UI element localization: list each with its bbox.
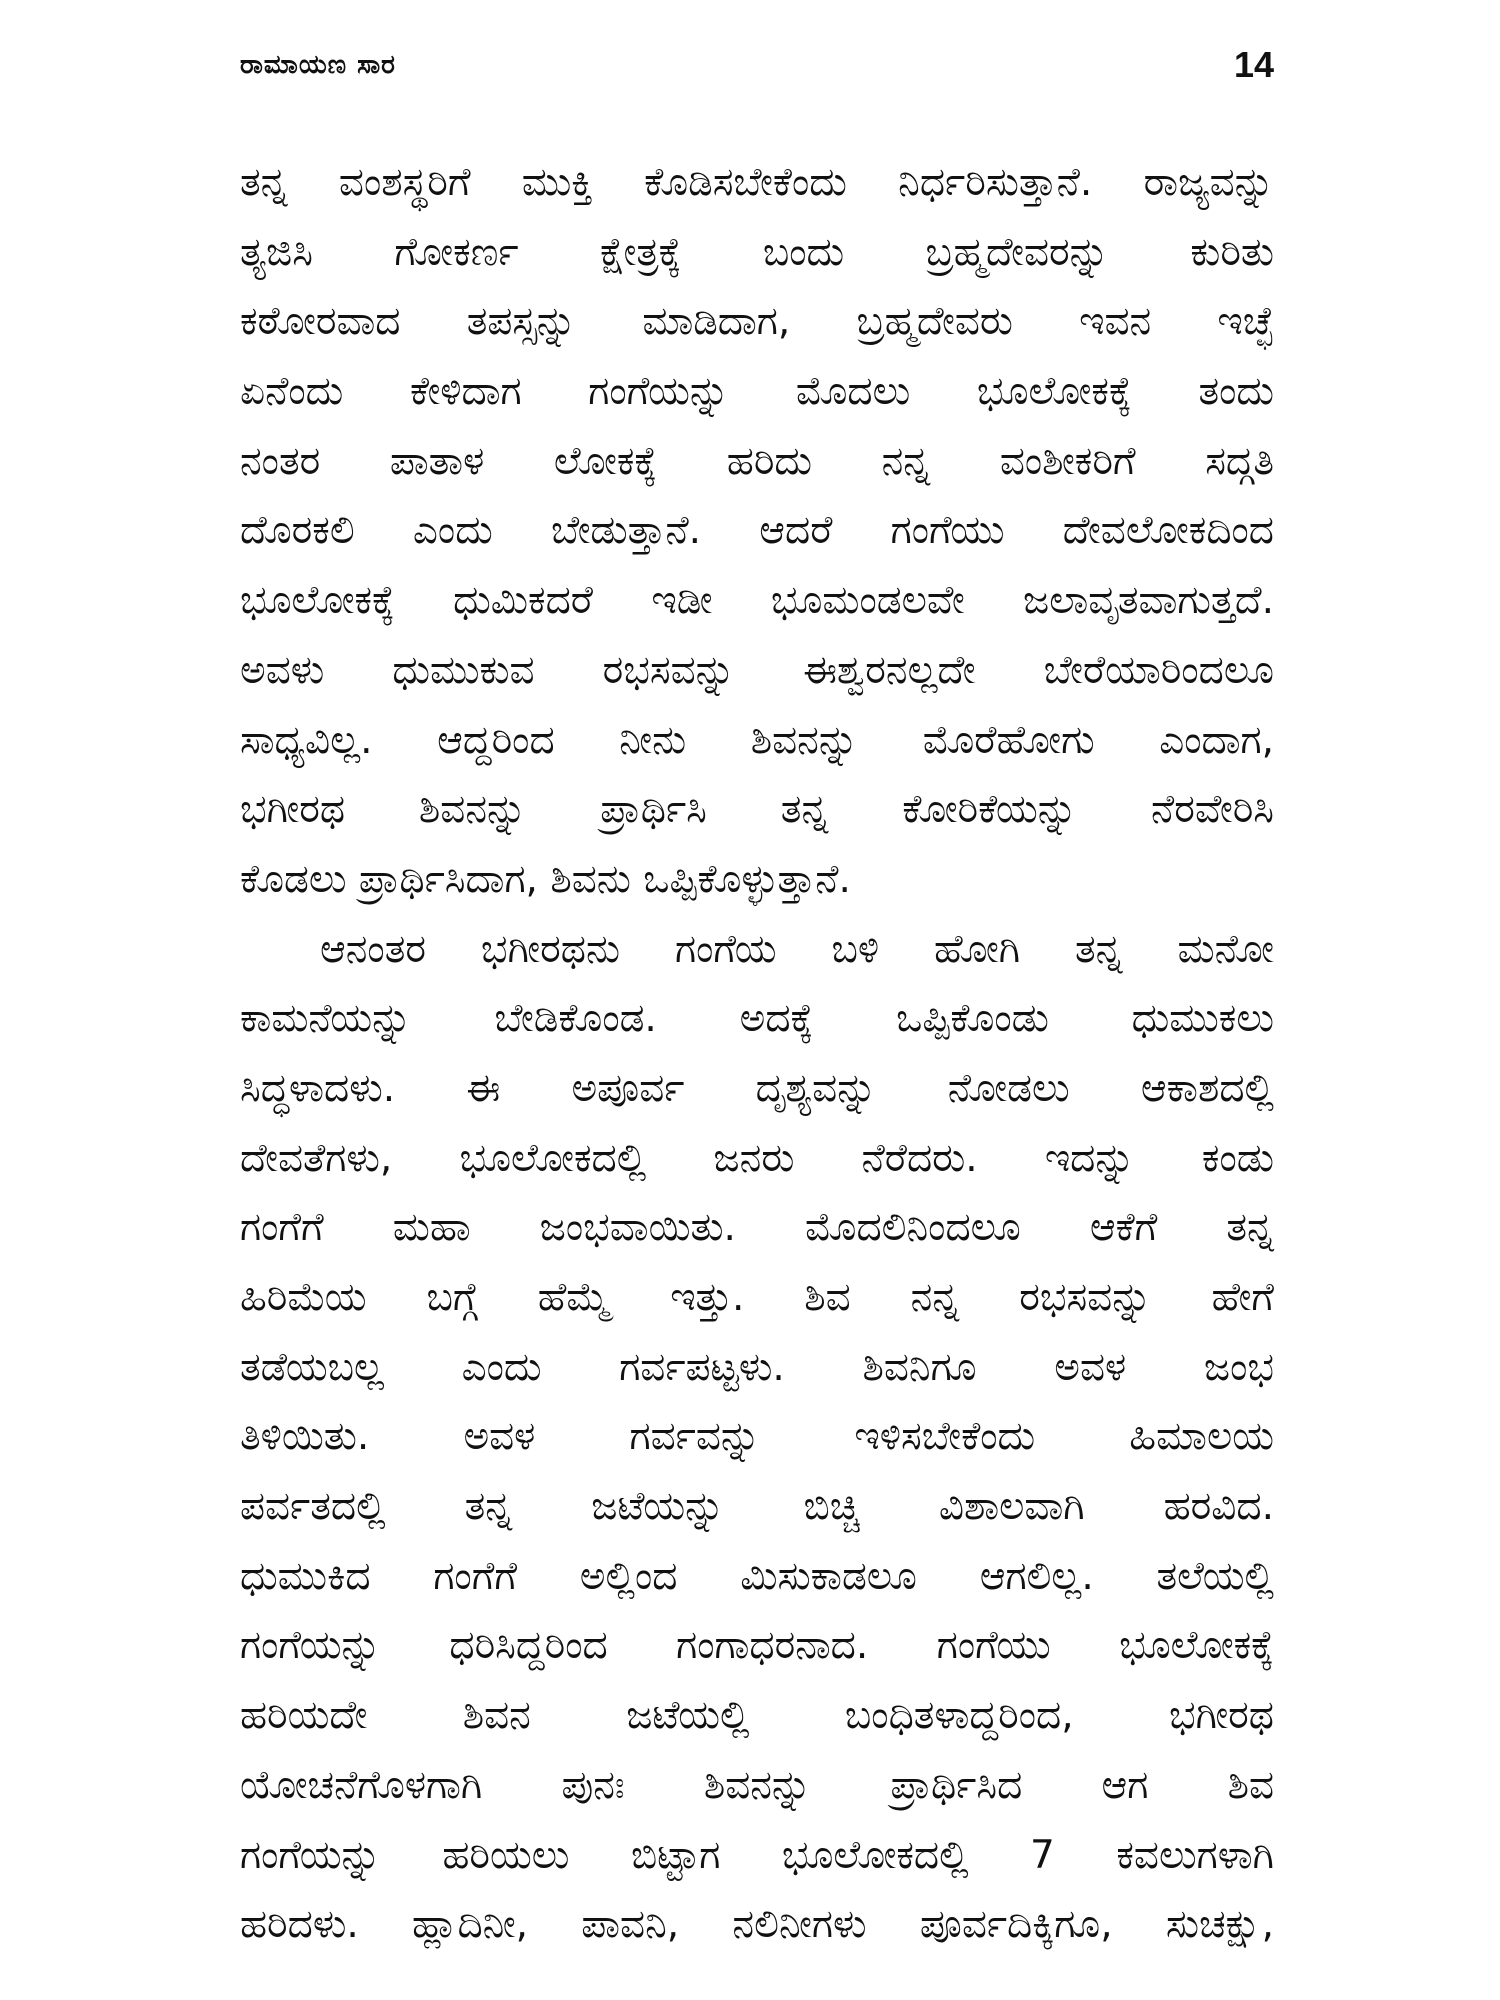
text-line: ಕಾಮನೆಯನ್ನು ಬೇಡಿಕೊಂಡ. ಅದಕ್ಕೆ ಒಪ್ಪಿಕೊಂಡು ಧುಮುಕಲು xyxy=(240,996,1274,1042)
text-line: ಗಂಗೆಯನ್ನು ಹರಿಯಲು ಬಿಟ್ಟಾಗ ಭೂಲೋಕದಲ್ಲಿ 7 ಕವಲುಗಳಾಗಿ xyxy=(240,1832,1274,1878)
text-line: ಹರಿದಳು. ಹ್ಲಾದಿನೀ, ಪಾವನಿ, ನಲಿನೀಗಳು ಪೂರ್ವದಿಕ್ಕಿಗೂ, ಸುಚಕ್ಷು, xyxy=(240,1902,1274,1948)
text-line: ತಿಳಿಯಿತು. ಅವಳ ಗರ್ವವನ್ನು ಇಳಿಸಬೇಕೆಂದು ಹಿಮಾಲಯ xyxy=(240,1414,1274,1460)
page-number: 14 xyxy=(1233,44,1274,85)
text-line: ಪರ್ವತದಲ್ಲಿ ತನ್ನ ಜಟೆಯನ್ನು ಬಿಚ್ಚಿ ವಿಶಾಲವಾಗಿ ಹರವಿದ. xyxy=(240,1484,1274,1530)
text-line: ದೇವತೆಗಳು, ಭೂಲೋಕದಲ್ಲಿ ಜನರು ನೆರೆದರು. ಇದನ್ನು ಕಂಡು xyxy=(240,1135,1274,1181)
text-line: ಹರಿಯದೇ ಶಿವನ ಜಟೆಯಲ್ಲಿ ಬಂಧಿತಳಾದ್ದರಿಂದ, ಭಗೀರಥ xyxy=(240,1693,1274,1739)
text-line: ತ್ಯಜಿಸಿ ಗೋಕರ್ಣ ಕ್ಷೇತ್ರಕ್ಕೆ ಬಂದು ಬ್ರಹ್ಮದೇವರನ್ನು ಕುರಿತು xyxy=(240,229,1274,275)
text-line: ಕೊಡಲು ಪ್ರಾರ್ಥಿಸಿದಾಗ, ಶಿವನು ಒಪ್ಪಿಕೊಳ್ಳುತ್ತಾನೆ. xyxy=(240,856,851,902)
text-line: ನಂತರ ಪಾತಾಳ ಲೋಕಕ್ಕೆ ಹರಿದು ನನ್ನ ವಂಶೀಕರಿಗೆ ಸದ್ಗತಿ xyxy=(240,438,1274,484)
text-line: ಆನಂತರ ಭಗೀರಥನು ಗಂಗೆಯ ಬಳಿ ಹೋಗಿ ತನ್ನ ಮನೋ xyxy=(320,926,1274,972)
paragraph-2 xyxy=(240,915,1274,1960)
text-line: ಗಂಗೆಯನ್ನು ಧರಿಸಿದ್ದರಿಂದ ಗಂಗಾಧರನಾದ. ಗಂಗೆಯು ಭೂಲೋಕಕ್ಕೆ xyxy=(240,1623,1274,1669)
text-line: ಧುಮುಕಿದ ಗಂಗೆಗೆ ಅಲ್ಲಿಂದ ಮಿಸುಕಾಡಲೂ ಆಗಲಿಲ್ಲ. ತಲೆಯಲ್ಲಿ xyxy=(240,1553,1274,1599)
text-line: ಅವಳು ಧುಮುಕುವ ರಭಸವನ್ನು ಈಶ್ವರನಲ್ಲದೇ ಬೇರೆಯಾರಿಂದಲೂ xyxy=(240,647,1274,693)
text-line: ಕಠೋರವಾದ ತಪಸ್ಸನ್ನು ಮಾಡಿದಾಗ, ಬ್ರಹ್ಮದೇವರು ಇವನ ಇಚ್ಛೆ xyxy=(240,299,1274,345)
text-line: ಏನೆಂದು ಕೇಳಿದಾಗ ಗಂಗೆಯನ್ನು ಮೊದಲು ಭೂಲೋಕಕ್ಕೆ ತಂದು xyxy=(240,369,1274,415)
text-line: ಹಿರಿಮೆಯ ಬಗ್ಗೆ ಹೆಮ್ಮೆ ಇತ್ತು. ಶಿವ ನನ್ನ ರಭಸವನ್ನು ಹೇಗೆ xyxy=(240,1275,1274,1320)
paragraph-1 xyxy=(240,148,1274,915)
text-line: ತಡೆಯಬಲ್ಲ ಎಂದು ಗರ್ವಪಟ್ಟಳು. ಶಿವನಿಗೂ ಅವಳ ಜಂಭ xyxy=(240,1344,1274,1390)
running-header-title: ರಾಮಾಯಣ ಸಾರ xyxy=(240,50,396,80)
text-line: ಯೋಚನೆಗೊಳಗಾಗಿ ಪುನಃ ಶಿವನನ್ನು ಪ್ರಾರ್ಥಿಸಿದ ಆಗ ಶಿವ xyxy=(240,1762,1274,1808)
text-line: ಗಂಗೆಗೆ ಮಹಾ ಜಂಭವಾಯಿತು. ಮೊದಲಿನಿಂದಲೂ ಆಕೆಗೆ ತನ್ನ xyxy=(240,1205,1274,1251)
text-line: ದೊರಕಲಿ ಎಂದು ಬೇಡುತ್ತಾನೆ. ಆದರೆ ಗಂಗೆಯು ದೇವಲೋಕದಿಂದ xyxy=(240,508,1274,554)
text-line: ಭೂಲೋಕಕ್ಕೆ ಧುಮಿಕದರೆ ಇಡೀ ಭೂಮಂಡಲವೇ ಜಲಾವೃತವಾಗುತ್ತದೆ. xyxy=(240,578,1274,624)
text-line: ತನ್ನ ವಂಶಸ್ಥರಿಗೆ ಮುಕ್ತಿ ಕೊಡಿಸಬೇಕೆಂದು ನಿರ್ಧರಿಸುತ್ತಾನೆ. ರಾಜ್ಯವನ್ನು xyxy=(240,160,1275,205)
body-text xyxy=(240,148,1274,1960)
text-line: ಭಗೀರಥ ಶಿವನನ್ನು ಪ್ರಾರ್ಥಿಸಿ ತನ್ನ ಕೋರಿಕೆಯನ್ನು ನೆರವೇರಿಸಿ xyxy=(240,787,1274,833)
text-line: ಸಿದ್ಧಳಾದಳು. ಈ ಅಪೂರ್ವ ದೃಶ್ಯವನ್ನು ನೋಡಲು ಆಕಾಶದಲ್ಲಿ xyxy=(240,1065,1274,1111)
text-line: ಸಾಧ್ಯವಿಲ್ಲ. ಆದ್ದರಿಂದ ನೀನು ಶಿವನನ್ನು ಮೊರೆಹೋಗು ಎಂದಾಗ, xyxy=(240,717,1274,763)
